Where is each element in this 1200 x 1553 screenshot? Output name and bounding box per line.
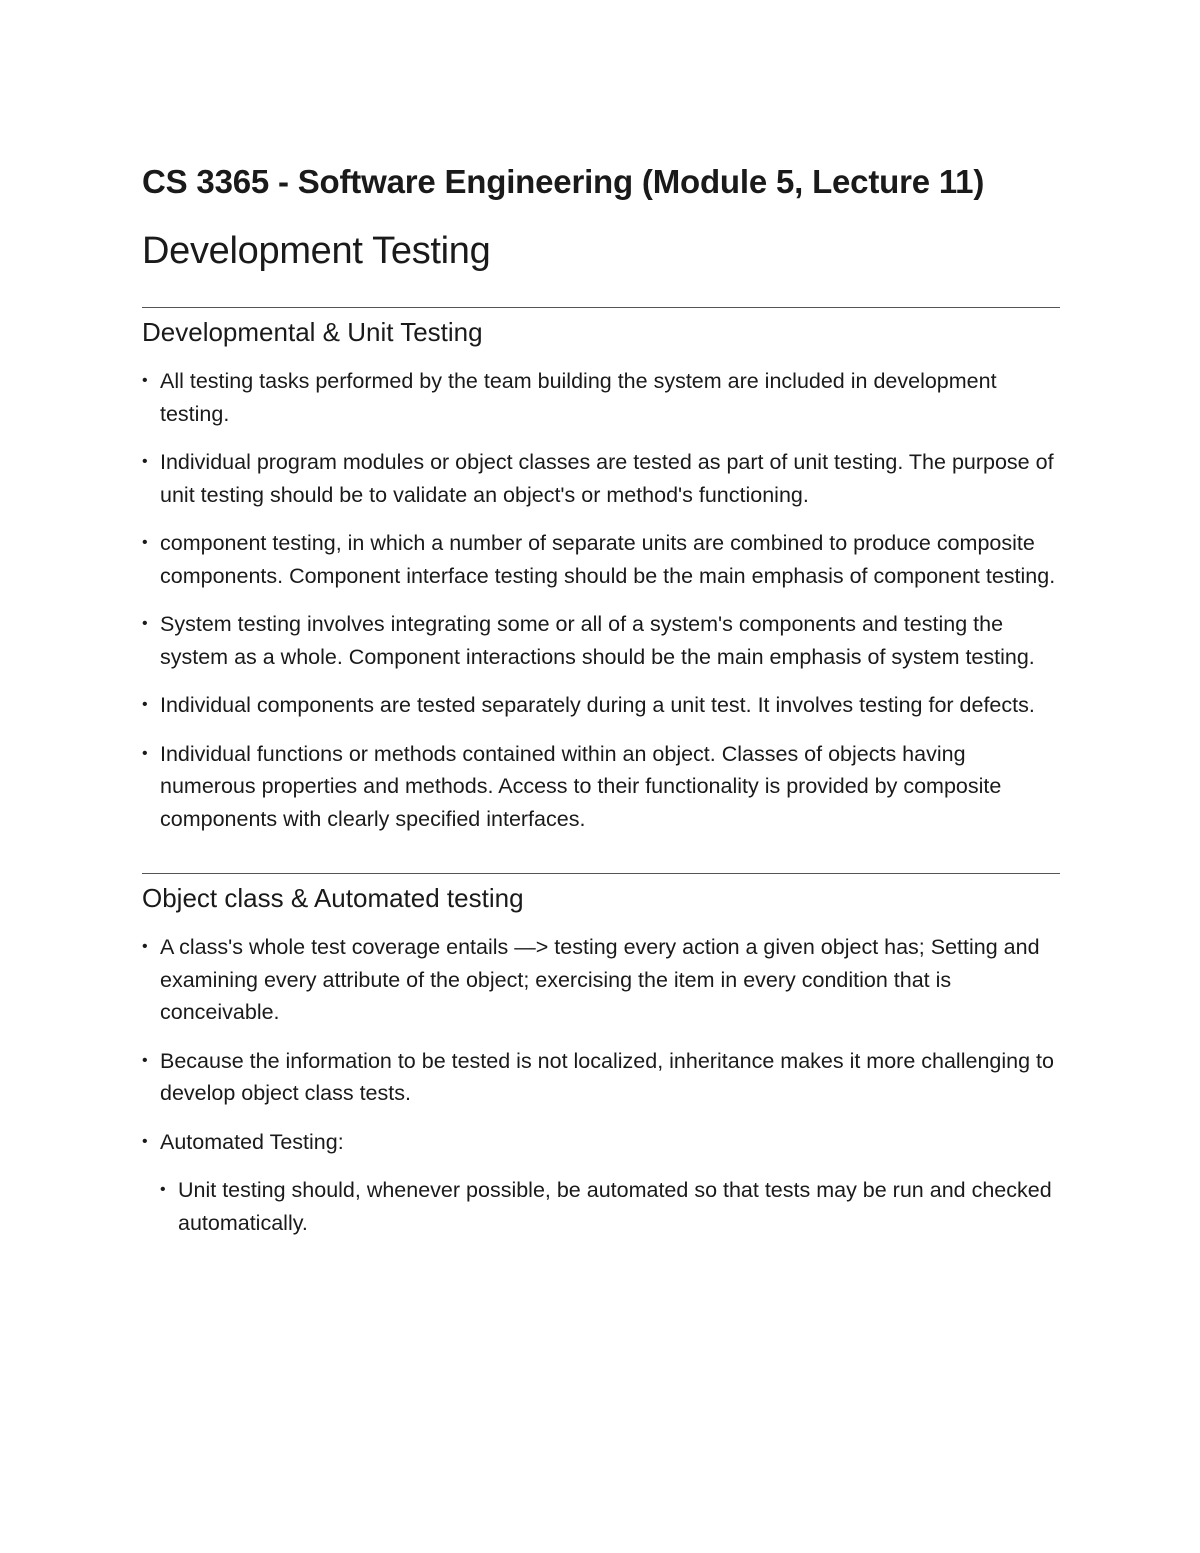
bullet-list-developmental-unit-testing: [142, 365, 1060, 835]
list-item: • All testing tasks performed by the team building the system are included in development testing.: [142, 365, 1060, 430]
section-divider: [142, 307, 1060, 308]
sub-list-item: • Unit testing should, whenever possible, be automated so that tests may be run and checked automatically.: [160, 1174, 1060, 1239]
list-item: • Individual functions or methods contained within an object. Classes of objects having numerous properties and methods. Access to their functionality is provided by composite components with clearly specified interfaces.: [142, 738, 1060, 836]
section-divider: [142, 873, 1060, 874]
list-item: • A class's whole test coverage entails —> testing every action a given object has; Setting and examining every attribute of the object; exercising the item in every condition that is conceivable.: [142, 931, 1060, 1029]
sub-bullet-list: [160, 1174, 1060, 1239]
list-item-label: Automated Testing:: [160, 1129, 344, 1154]
list-item: • System testing involves integrating some or all of a system's components and testing the system as a whole. Component interactions should be the main emphasis of system testing.: [142, 608, 1060, 673]
section-title-developmental-unit-testing: Developmental & Unit Testing: [142, 317, 483, 347]
list-item-automated-testing: [142, 1126, 1060, 1240]
document-page: [142, 160, 1060, 1255]
list-item: • Individual components are tested separately during a unit test. It involves testing for defects.: [142, 689, 1060, 722]
list-item: • Because the information to be tested is not localized, inheritance makes it more challenging to develop object class tests.: [142, 1045, 1060, 1110]
list-item: • Individual program modules or object classes are tested as part of unit testing. The purpose of unit testing should be to validate an object's or method's functioning.: [142, 446, 1060, 511]
course-title: CS 3365 - Software Engineering (Module 5, Lecture 11): [142, 163, 985, 200]
list-item: • component testing, in which a number of separate units are combined to produce composite components. Component interface testing should be the main emphasis of component testing.: [142, 527, 1060, 592]
bullet-list-object-class-automated-testing: [142, 931, 1060, 1239]
document-title: Development Testing: [142, 230, 491, 272]
section-title-object-class-automated-testing: Object class & Automated testing: [142, 883, 524, 913]
